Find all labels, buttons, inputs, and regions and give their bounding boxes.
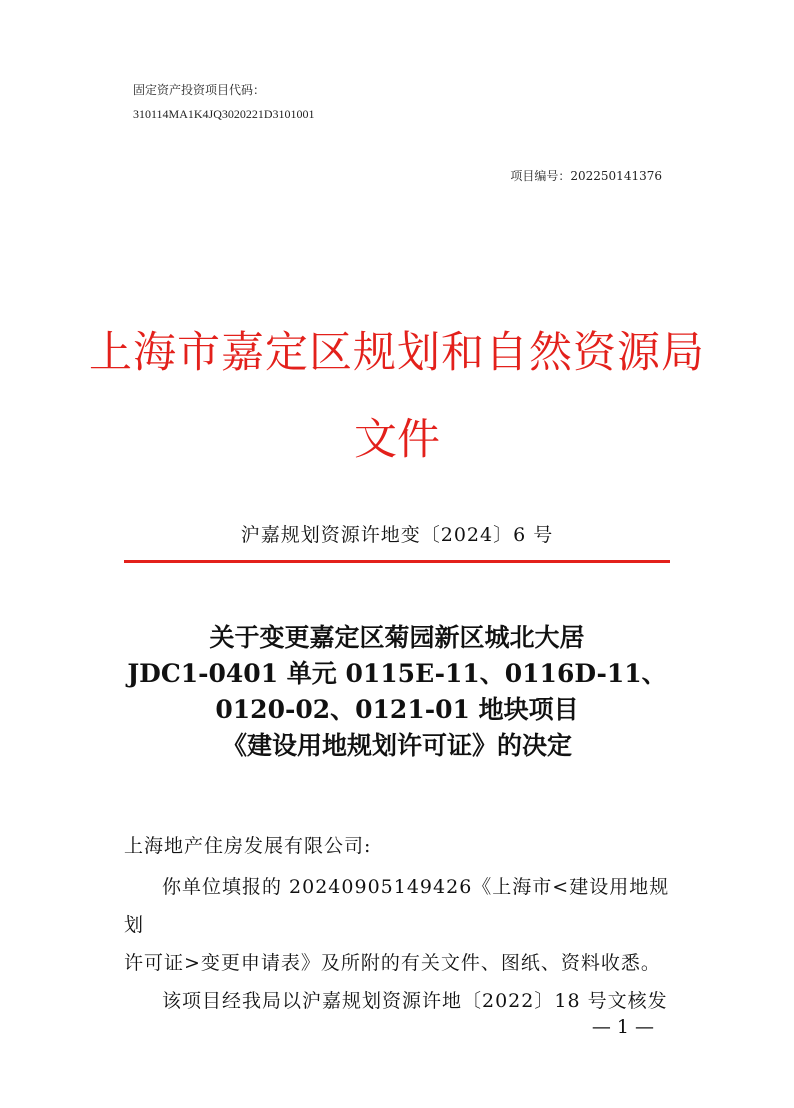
title-line: 0120-02、0121-01 地块项目 xyxy=(215,695,579,724)
paragraph-line: 你单位填报的 20240905149426《上海市<建设用地规划 xyxy=(124,876,670,936)
title-line: 《建设用地规划许可证》的决定 xyxy=(221,731,572,760)
page-number-text: — 1 — xyxy=(591,1016,654,1038)
red-divider xyxy=(124,560,670,563)
masthead-subtitle: 文件 xyxy=(354,415,440,465)
title-line: 关于变更嘉定区菊园新区城北大居 xyxy=(209,623,585,652)
investment-code: 310114MA1K4JQ3020221D3101001 xyxy=(133,107,315,121)
document-title xyxy=(120,620,674,764)
paragraph-line: 该项目经我局以沪嘉规划资源许地〔2022〕18 号文核发 xyxy=(162,990,668,1012)
organization-masthead: 上海市嘉定区规划和自然资源局 xyxy=(89,328,705,378)
paragraph-line: 许可证>变更申请表》及所附的有关文件、图纸、资料收悉。 xyxy=(124,952,661,974)
investment-code-label: 固定资产投资项目代码： xyxy=(133,83,266,97)
document-number: 沪嘉规划资源许地变〔2024〕6 号 xyxy=(240,524,554,546)
project-number: 项目编号：202250141376 xyxy=(510,169,662,183)
body-text xyxy=(124,868,680,1020)
recipient: 上海地产住房发展有限公司: xyxy=(124,835,372,857)
title-line: JDC1-0401 单元 0115E-11、0116D-11、 xyxy=(127,659,667,688)
